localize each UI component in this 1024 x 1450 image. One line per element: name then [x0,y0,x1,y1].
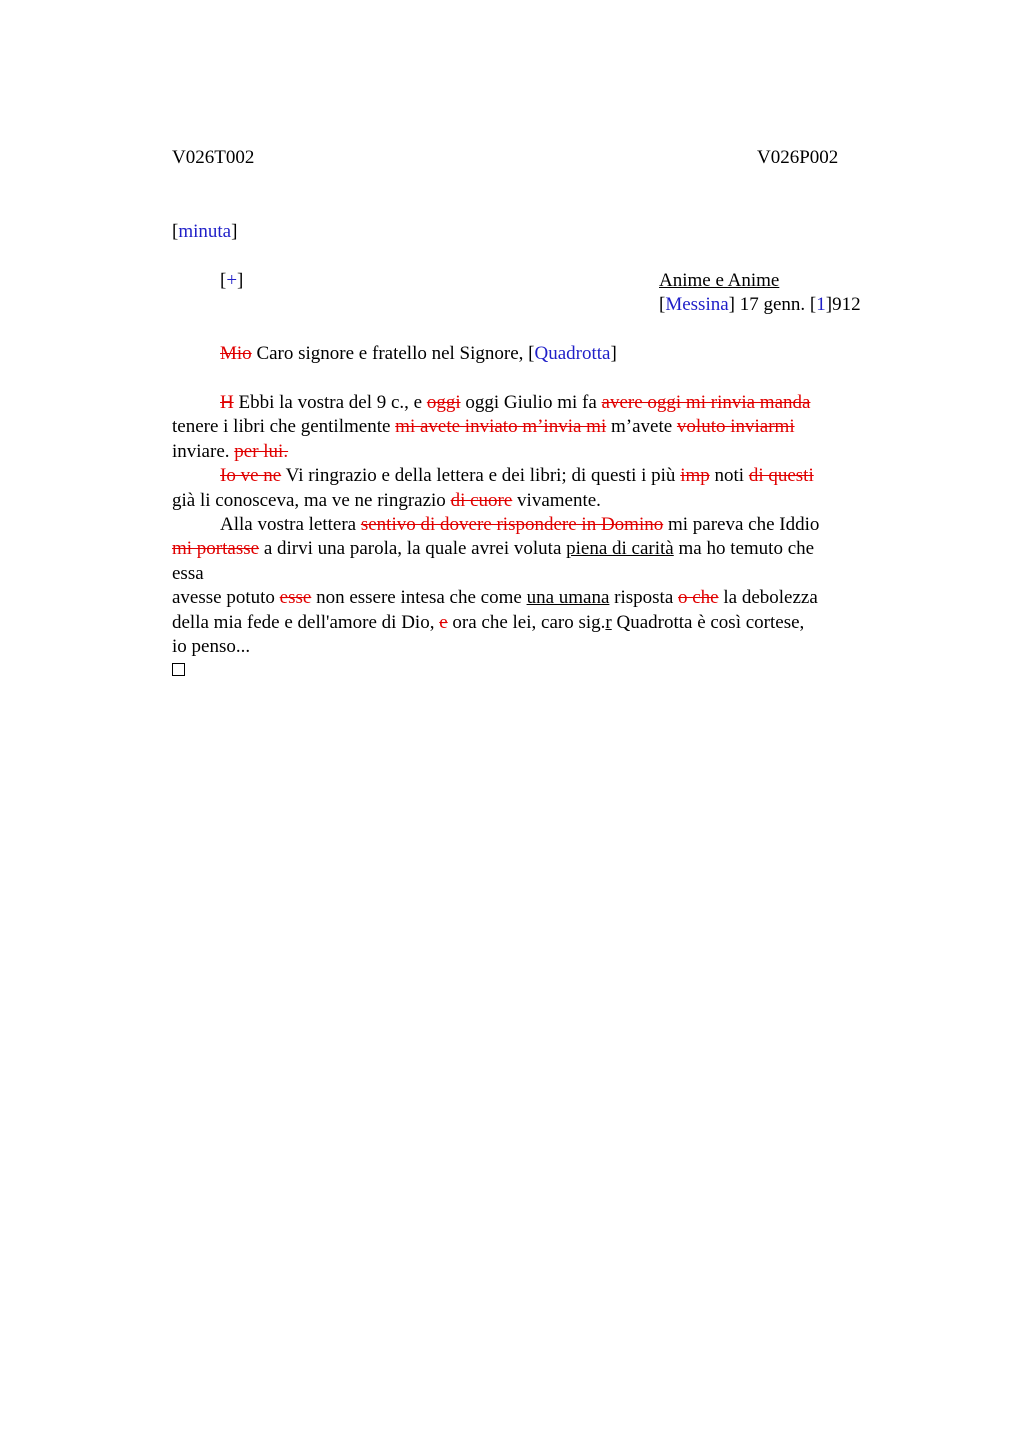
underlined-text: r [605,612,612,633]
place-name: Messina [665,294,729,315]
deletion: Io ve ne [220,465,282,486]
body-line-10: della mia fede e dell'amore di Dio, e ora che lei, caro sig.r Quadrotta è così cortese, [172,612,805,633]
deletion: di cuore [450,490,513,511]
letter-dateline [659,269,861,317]
deletion: mi portasse [172,538,260,559]
body-line-11: io penso... [172,636,251,657]
deletion: per lui. [234,441,289,462]
addressee-name: Quadrotta [534,343,611,364]
salutation: Mio Caro signore e fratello nel Signore, [Quadrotta] [220,343,617,364]
deletion: avere oggi mi rinvia manda [601,392,811,413]
body-line-1: H Ebbi la vostra del 9 c., e oggi oggi Giulio mi fa avere oggi mi rinvia manda [220,392,811,413]
body-line-6: Alla vostra lettera sentivo di dovere rispondere in Domino mi pareva che Iddio [220,514,820,535]
draft-note: [minuta] [172,221,238,242]
document-code-right: V026P002 [757,147,839,168]
body-line-9: avesse potuto esse non essere intesa che come una umana risposta o che la debolezza [172,587,818,608]
deletion: sentivo di dovere rispondere in Domino [360,514,664,535]
underlined-text: una umana [526,587,610,608]
checkbox-square-icon [172,663,185,676]
deletion: o che [678,587,719,608]
cross-marker-label: + [226,270,238,291]
letterhead-title: Anime e Anime [659,270,780,291]
deletion: e [439,612,448,633]
place-date: [Messina] 17 genn. [1]912 [659,294,861,315]
body-line-3: inviare. per lui. [172,441,289,462]
body-line-5: già li conosceva, ma ve ne ringrazio di cuore vivamente. [172,490,601,511]
draft-label: minuta [178,221,232,242]
deletion: esse [279,587,312,608]
body-line-4: Io ve ne Vi ringrazio e della lettera e dei libri; di questi i più imp noti di questi [220,465,814,486]
deletion: voluto inviarmi [676,416,795,437]
year-digit: 1 [816,294,826,315]
document-code-left: V026T002 [172,147,255,168]
deletion: H [220,392,234,413]
body-line-2: tenere i libri che gentilmente mi avete inviato m’invia mi m’avete voluto inviarmi [172,416,795,437]
cross-marker: [+] [220,270,244,291]
underlined-text: piena di carità [566,538,674,559]
deletion: di questi [748,465,814,486]
deletion: imp [680,465,710,486]
deletion: Mio [220,343,252,364]
deletion: oggi [426,392,461,413]
deletion: mi avete inviato m’invia mi [395,416,607,437]
body-line-7: mi portasse a dirvi una parola, la quale avrei voluta piena di carità ma ho temuto che [172,538,815,559]
body-line-8: essa [172,563,204,584]
